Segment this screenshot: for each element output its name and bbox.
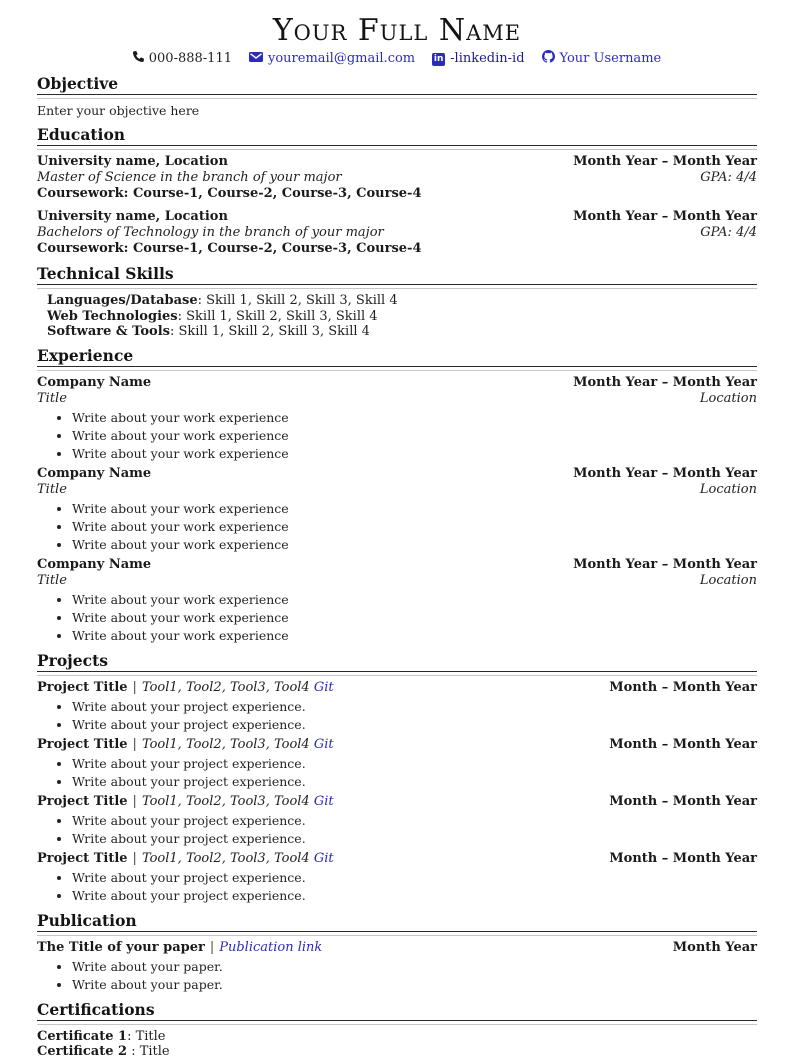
- list-item: • Write about your paper.: [72, 976, 757, 994]
- education-entry: [37, 209, 757, 257]
- skill-values: : Skill 1, Skill 2, Skill 3, Skill 4: [177, 308, 378, 324]
- skill-category: Software & Tools: [47, 324, 170, 339]
- separator: |: [209, 939, 215, 955]
- project-dates: Month – Month Year: [609, 850, 757, 866]
- job-location: Location: [699, 390, 757, 406]
- git-link[interactable]: Git: [313, 736, 334, 752]
- publication-dates: Month Year: [672, 939, 757, 955]
- project-dates: Month – Month Year: [609, 793, 757, 809]
- git-link[interactable]: Git: [313, 679, 334, 695]
- list-item: • Write about your work experience: [72, 609, 757, 627]
- experience-entry: [37, 557, 757, 645]
- job-title: Title: [37, 572, 67, 588]
- experience-dates: Month Year – Month Year: [573, 465, 757, 481]
- git-link[interactable]: Git: [313, 793, 334, 809]
- project-tools: Tool1, Tool2, Tool3, Tool4: [141, 850, 310, 866]
- list-item: • Write about your project experience.: [72, 869, 757, 887]
- section-objective: [37, 74, 757, 119]
- section-certifications: [37, 1000, 757, 1060]
- project-entry: [37, 794, 757, 848]
- project-tools: Tool1, Tool2, Tool3, Tool4: [141, 679, 310, 695]
- project-title: Project Title: [37, 793, 128, 809]
- project-entry: [37, 851, 757, 905]
- coursework-line: Coursework: Course-1, Course-2, Course-3, Course-4: [37, 241, 422, 256]
- list-item: • Write about your work experience: [72, 627, 757, 645]
- experience-bullets: [37, 591, 757, 645]
- list-item: • Write about your project experience.: [72, 812, 757, 830]
- projects-heading: Projects: [37, 651, 757, 672]
- experience-entry: [37, 466, 757, 554]
- experience-bullets: [37, 500, 757, 554]
- project-title: Project Title: [37, 736, 128, 752]
- github-icon: [542, 50, 555, 68]
- separator: |: [132, 793, 137, 809]
- certificate-label: Certificate 2: [37, 1044, 128, 1059]
- project-entry: [37, 737, 757, 791]
- skill-row: [37, 309, 757, 325]
- university-name: University name, Location: [37, 154, 228, 169]
- separator: |: [132, 679, 137, 695]
- contact-bar: [37, 50, 757, 68]
- list-item: • Write about your paper.: [72, 958, 757, 976]
- section-projects: [37, 651, 757, 905]
- job-location: Location: [699, 572, 757, 588]
- phone-icon: [133, 51, 144, 67]
- company-name: Company Name: [37, 556, 152, 572]
- certificate-value: : Title: [127, 1044, 170, 1059]
- publication-link[interactable]: Publication link: [219, 939, 323, 955]
- contact-github[interactable]: [542, 50, 662, 68]
- skill-row: [37, 324, 757, 340]
- separator: |: [132, 850, 137, 866]
- education-heading: Education: [37, 125, 757, 146]
- degree-name: Master of Science in the branch of your major: [37, 170, 342, 185]
- section-skills: [37, 264, 757, 340]
- objective-heading: Objective: [37, 74, 757, 95]
- certificate-row: [37, 1044, 757, 1060]
- project-bullets: [37, 812, 757, 848]
- skill-category: Languages/Database: [47, 293, 198, 308]
- project-entry: [37, 680, 757, 734]
- list-item: • Write about your work experience: [72, 518, 757, 536]
- job-location: Location: [699, 481, 757, 497]
- education-entry: [37, 154, 757, 202]
- phone-number: 000-888-111: [148, 51, 232, 66]
- experience-bullets: [37, 409, 757, 463]
- section-publication: [37, 911, 757, 994]
- paper-title: The Title of your paper: [37, 939, 205, 955]
- github-link[interactable]: Your Username: [559, 51, 662, 66]
- project-title: Project Title: [37, 679, 128, 695]
- objective-text: Enter your objective here: [37, 103, 200, 118]
- list-item: • Write about your project experience.: [72, 887, 757, 905]
- project-tools: Tool1, Tool2, Tool3, Tool4: [141, 736, 310, 752]
- project-title: Project Title: [37, 850, 128, 866]
- project-bullets: [37, 755, 757, 791]
- list-item: • Write about your work experience: [72, 536, 757, 554]
- contact-linkedin[interactable]: [432, 51, 524, 67]
- project-tools: Tool1, Tool2, Tool3, Tool4: [141, 793, 310, 809]
- list-item: • Write about your work experience: [72, 409, 757, 427]
- page-title: Your Full Name: [272, 13, 522, 48]
- education-dates: Month Year – Month Year: [573, 154, 757, 169]
- job-title: Title: [37, 390, 67, 406]
- list-item: • Write about your work experience: [72, 427, 757, 445]
- section-education: [37, 125, 757, 257]
- job-title: Title: [37, 481, 67, 497]
- certificate-label: Certificate 1: [37, 1028, 128, 1044]
- certificate-value: : Title: [127, 1028, 166, 1044]
- experience-dates: Month Year – Month Year: [573, 556, 757, 572]
- company-name: Company Name: [37, 465, 152, 481]
- experience-heading: Experience: [37, 346, 757, 367]
- contact-email[interactable]: [249, 51, 415, 67]
- gpa-value: GPA: 4/4: [700, 170, 757, 185]
- university-name: University name, Location: [37, 209, 228, 224]
- list-item: • Write about your work experience: [72, 445, 757, 463]
- list-item: • Write about your project experience.: [72, 830, 757, 848]
- git-link[interactable]: Git: [313, 850, 334, 866]
- separator: |: [132, 736, 137, 752]
- list-item: • Write about your work experience: [72, 500, 757, 518]
- gpa-value: GPA: 4/4: [700, 225, 757, 240]
- experience-entry: [37, 375, 757, 463]
- project-bullets: [37, 869, 757, 905]
- section-experience: [37, 346, 757, 645]
- experience-dates: Month Year – Month Year: [573, 374, 757, 390]
- publication-heading: Publication: [37, 911, 757, 932]
- skill-category: Web Technologies: [47, 308, 178, 324]
- certificate-row: [37, 1029, 757, 1045]
- list-item: • Write about your project experience.: [72, 716, 757, 734]
- contact-phone: [133, 51, 232, 67]
- company-name: Company Name: [37, 374, 152, 390]
- degree-name: Bachelors of Technology in the branch of your major: [37, 225, 384, 240]
- project-bullets: [37, 698, 757, 734]
- skill-values: : Skill 1, Skill 2, Skill 3, Skill 4: [197, 293, 398, 308]
- list-item: • Write about your project experience.: [72, 698, 757, 716]
- linkedin-icon: in: [433, 53, 444, 64]
- project-dates: Month – Month Year: [609, 736, 757, 752]
- list-item: • Write about your project experience.: [72, 755, 757, 773]
- email-link[interactable]: youremail@gmail.com: [268, 51, 416, 66]
- coursework-line: Coursework: Course-1, Course-2, Course-3, Course-4: [37, 186, 422, 201]
- email-icon: [249, 51, 263, 67]
- publication-bullets: [37, 958, 757, 994]
- linkedin-link[interactable]: -linkedin-id: [450, 51, 525, 66]
- education-dates: Month Year – Month Year: [573, 209, 757, 224]
- skill-row: [37, 293, 757, 309]
- project-dates: Month – Month Year: [609, 679, 757, 695]
- certifications-heading: Certifications: [37, 1000, 757, 1021]
- skill-values: : Skill 1, Skill 2, Skill 3, Skill 4: [169, 324, 370, 339]
- skills-heading: Technical Skills: [37, 264, 757, 285]
- list-item: • Write about your project experience.: [72, 773, 757, 791]
- list-item: • Write about your work experience: [72, 591, 757, 609]
